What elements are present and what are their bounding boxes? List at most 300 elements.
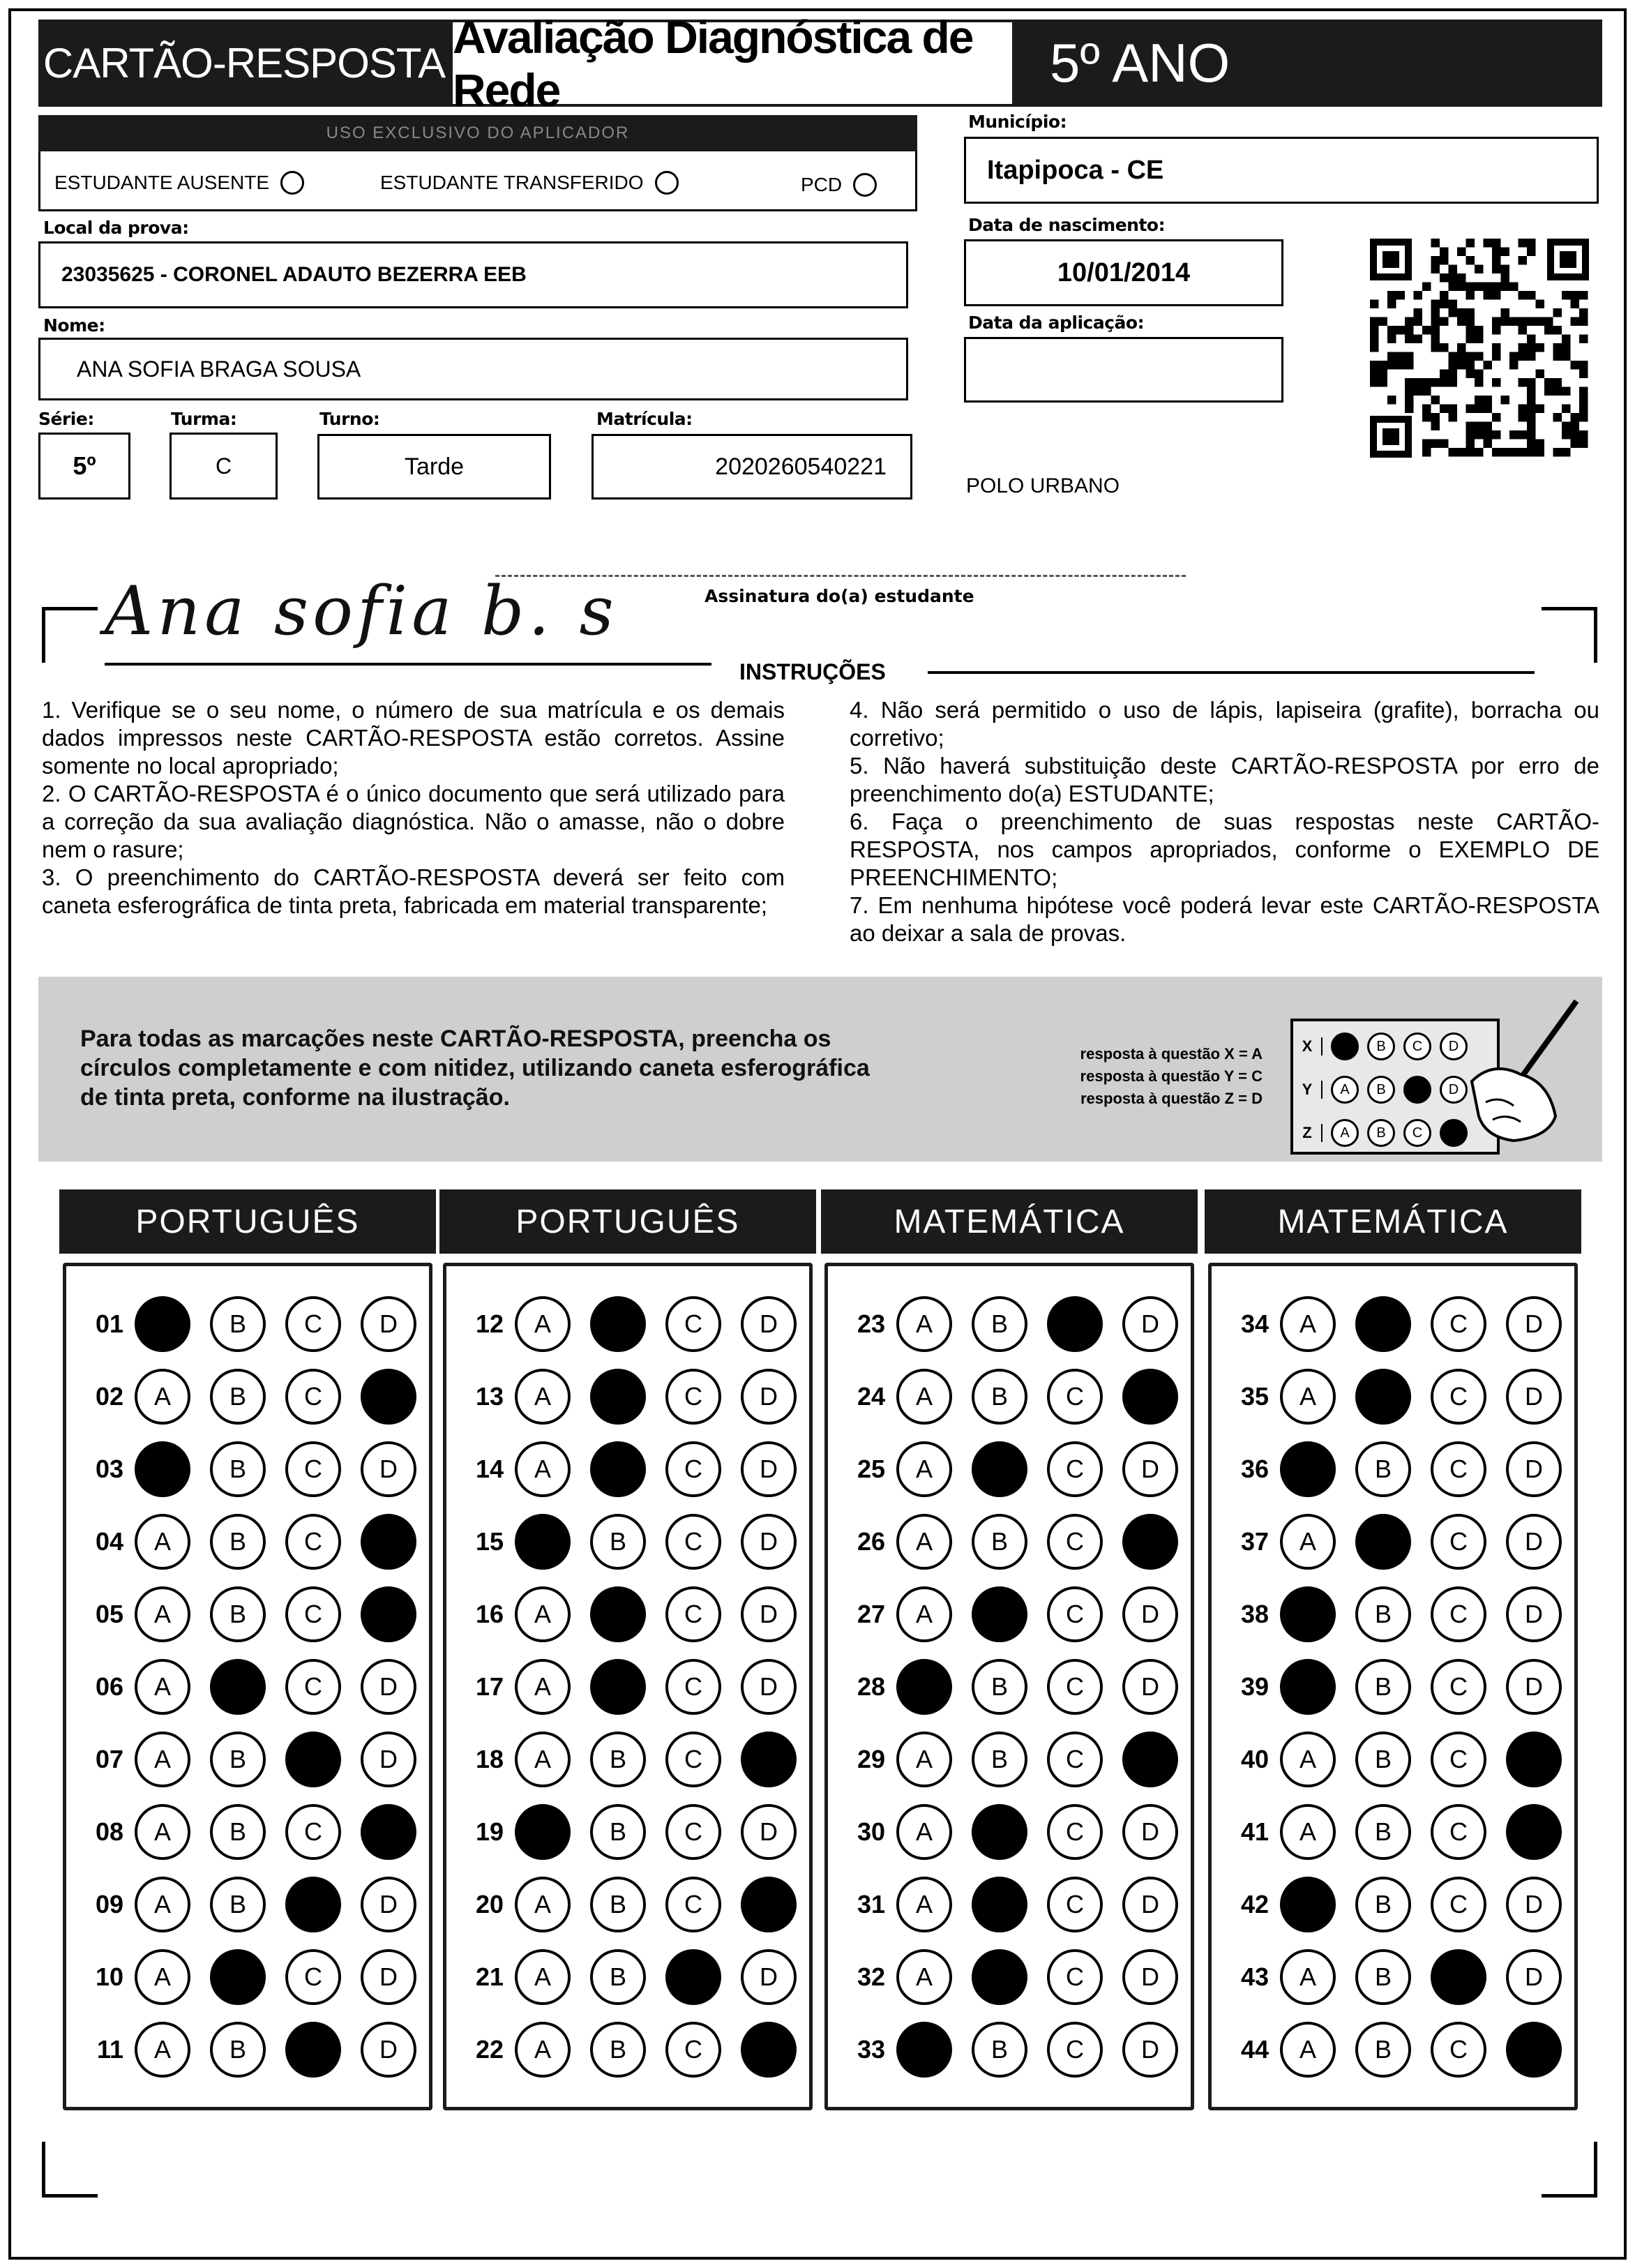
aplicacao-label: Data da aplicação: (968, 313, 1145, 333)
answer-bubble-a[interactable]: A (515, 1369, 571, 1425)
answer-bubble-c[interactable] (1047, 1296, 1103, 1352)
answer-bubble-d[interactable] (1122, 1369, 1178, 1425)
answer-bubble-c[interactable]: C (1047, 1949, 1103, 2005)
municipio-value: Itapipoca - CE (987, 155, 1164, 185)
answer-bubble-d[interactable]: D (741, 1441, 797, 1497)
question-number: 42 (1240, 1890, 1269, 1918)
answer-bubble-d[interactable]: D (361, 1296, 416, 1352)
answer-bubble-d[interactable] (1506, 1732, 1562, 1787)
answer-bubble-c[interactable]: C (285, 1586, 341, 1642)
answer-bubble-d[interactable]: D (741, 1296, 797, 1352)
answer-bubble-c[interactable]: C (1431, 1732, 1486, 1787)
question-number: 28 (857, 1672, 885, 1701)
answer-bubble-d[interactable]: D (741, 1514, 797, 1570)
answer-bubble-c[interactable]: C (1047, 1369, 1103, 1425)
nome-value: ANA SOFIA BRAGA SOUSA (77, 356, 361, 382)
answer-bubble-c[interactable]: C (1047, 1659, 1103, 1715)
signature-handwriting: Ana sofia b. s (105, 572, 618, 650)
question-row (72, 1801, 416, 1863)
answer-bubble-b[interactable] (972, 1804, 1027, 1860)
answer-bubble-b[interactable] (1355, 1296, 1411, 1352)
turno-field[interactable] (317, 434, 551, 500)
serie-value: 5º (73, 451, 96, 480)
answer-bubble-b[interactable]: B (590, 1514, 646, 1570)
answer-bubble-b[interactable]: B (210, 1369, 266, 1425)
answer-bubble-c[interactable]: C (1431, 1296, 1486, 1352)
answer-bubble-c[interactable]: C (665, 2022, 721, 2078)
answer-bubble-d[interactable] (1506, 1804, 1562, 1860)
answer-bubble-b[interactable]: B (590, 1732, 646, 1787)
answer-bubble-b[interactable]: B (1355, 1877, 1411, 1932)
answer-bubble-c[interactable]: C (1047, 1586, 1103, 1642)
polo-label: POLO URBANO (966, 474, 1120, 497)
answer-bubble-a[interactable] (1280, 1441, 1336, 1497)
answer-bubble-c[interactable]: C (665, 1296, 721, 1352)
answer-bubble-c[interactable] (665, 1949, 721, 2005)
answer-bubble-c[interactable]: C (285, 1659, 341, 1715)
answer-bubble-b[interactable]: B (972, 2022, 1027, 2078)
answer-bubble-a[interactable] (1280, 1586, 1336, 1642)
answer-bubble-a[interactable]: A (135, 1804, 190, 1860)
answer-bubble-b[interactable] (1355, 1514, 1411, 1570)
nome-field[interactable] (38, 338, 908, 400)
answer-bubble-d[interactable]: D (361, 1877, 416, 1932)
question-number: 30 (857, 1817, 885, 1846)
instructions-title: INSTRUÇÕES (739, 659, 886, 684)
answer-bubble-d[interactable]: D (1122, 2022, 1178, 2078)
question-number: 29 (857, 1745, 885, 1773)
nascimento-field[interactable] (964, 239, 1283, 306)
answer-bubble-c[interactable]: C (1047, 1441, 1103, 1497)
answer-bubble-a[interactable]: A (515, 1877, 571, 1932)
question-row (72, 1510, 416, 1573)
example-bubble: B (1367, 1076, 1395, 1104)
answer-bubble-c[interactable]: C (285, 1296, 341, 1352)
example-row (1293, 1070, 1468, 1109)
answer-bubble-b[interactable]: B (210, 1441, 266, 1497)
answer-bubble-c[interactable]: C (1431, 1514, 1486, 1570)
absent-radio[interactable] (280, 171, 304, 195)
answer-bubble-a[interactable]: A (515, 1441, 571, 1497)
answer-bubble-c[interactable]: C (1431, 1441, 1486, 1497)
subject-header: PORTUGUÊS (59, 1189, 436, 1254)
answer-bubble-c[interactable] (285, 1877, 341, 1932)
nascimento-value: 10/01/2014 (1057, 257, 1191, 287)
question-number: 13 (475, 1382, 504, 1411)
question-row (452, 2018, 797, 2081)
answer-bubble-a[interactable]: A (135, 1877, 190, 1932)
answer-bubble-d[interactable]: D (361, 2022, 416, 2078)
example-bubble: A (1331, 1076, 1359, 1104)
instruction-4: 4. Não será permitido o uso de lápis, lapiseira (grafite), borracha ou corretivo; (850, 697, 1599, 751)
question-number: 10 (95, 1962, 123, 1991)
question-number: 01 (95, 1309, 123, 1338)
question-number: 12 (475, 1309, 504, 1338)
instructions-left (42, 696, 785, 919)
answer-bubble-c[interactable]: C (1431, 2022, 1486, 2078)
answer-bubble-b[interactable]: B (1355, 1441, 1411, 1497)
answer-bubble-c[interactable]: C (665, 1441, 721, 1497)
answer-bubble-a[interactable] (515, 1514, 571, 1570)
answer-bubble-d[interactable] (1122, 1732, 1178, 1787)
grade-title: 5º ANO (1050, 32, 1230, 93)
answer-bubble-c[interactable]: C (1431, 1586, 1486, 1642)
question-row (834, 1365, 1178, 1428)
instruction-5: 5. Não haverá substituição deste CARTÃO-RESPOSTA por erro de preenchimento do(a) ESTUDANTE; (850, 753, 1599, 806)
answer-bubble-d[interactable]: D (1506, 1369, 1562, 1425)
answer-bubble-d[interactable]: D (1122, 1877, 1178, 1932)
answer-bubble-b[interactable] (210, 1949, 266, 2005)
answer-bubble-b[interactable]: B (972, 1659, 1027, 1715)
answer-bubble-c[interactable]: C (665, 1732, 721, 1787)
answer-bubble-c[interactable]: C (665, 1514, 721, 1570)
answer-bubble-a[interactable]: A (1280, 1369, 1336, 1425)
answer-bubble-a[interactable]: A (896, 1514, 952, 1570)
question-number: 11 (96, 2035, 123, 2064)
transferred-radio[interactable] (655, 171, 679, 195)
answer-grid (443, 1263, 813, 2110)
answer-bubble-d[interactable]: D (1506, 1441, 1562, 1497)
answer-bubble-d[interactable] (361, 1514, 416, 1570)
signature-label: Assinatura do(a) estudante (705, 586, 974, 606)
question-row (72, 1655, 416, 1718)
nascimento-label: Data de nascimento: (968, 215, 1166, 235)
answer-bubble-d[interactable]: D (741, 1949, 797, 2005)
fill-instructions-text: Para todas as marcações neste CARTÃO-RESPOSTA, preencha os círculos completamente e com nitidez, utilizando caneta esferográfica de tinta preta, conforme na ilustração. (80, 1026, 870, 1111)
answer-bubble-a[interactable]: A (1280, 1296, 1336, 1352)
question-number: 09 (95, 1890, 123, 1918)
answer-bubble-b[interactable] (590, 1659, 646, 1715)
answer-bubble-c[interactable]: C (285, 1514, 341, 1570)
corner-mark-bottom-right (1542, 2142, 1597, 2198)
answer-bubble-a[interactable] (135, 1296, 190, 1352)
absent-label: ESTUDANTE AUSENTE (54, 172, 270, 193)
question-row (72, 1583, 416, 1646)
answer-bubble-b[interactable] (972, 1877, 1027, 1932)
answer-bubble-d[interactable]: D (361, 1732, 416, 1787)
legend-x: resposta à questão X = A (1080, 1045, 1263, 1062)
question-number: 27 (857, 1600, 885, 1628)
answer-bubble-a[interactable]: A (135, 1586, 190, 1642)
answer-bubble-b[interactable] (972, 1586, 1027, 1642)
example-question: Y (1293, 1081, 1323, 1099)
answer-bubble-a[interactable] (896, 1659, 952, 1715)
question-row (72, 1438, 416, 1501)
question-row (1217, 1801, 1562, 1863)
answer-bubble-b[interactable]: B (1355, 2022, 1411, 2078)
question-row (72, 1728, 416, 1791)
answer-bubble-b[interactable] (590, 1296, 646, 1352)
matricula-label: Matrícula: (596, 409, 693, 429)
answer-bubble-c[interactable]: C (665, 1877, 721, 1932)
serie-field[interactable] (38, 433, 130, 500)
subject-header: MATEMÁTICA (821, 1189, 1198, 1254)
absent-option[interactable] (54, 169, 304, 197)
question-row (1217, 2018, 1562, 2081)
answer-bubble-a[interactable]: A (135, 2022, 190, 2078)
answer-bubble-a[interactable]: A (135, 1369, 190, 1425)
question-number: 41 (1240, 1817, 1269, 1846)
answer-bubble-b[interactable]: B (210, 2022, 266, 2078)
local-field[interactable] (38, 241, 908, 308)
answer-bubble-c[interactable]: C (665, 1369, 721, 1425)
answer-bubble-a[interactable]: A (135, 1514, 190, 1570)
answer-bubble-c[interactable]: C (1047, 1514, 1103, 1570)
question-row (452, 1510, 797, 1573)
question-row (834, 1946, 1178, 2008)
answer-bubble-d[interactable]: D (361, 1949, 416, 2005)
question-number: 24 (857, 1382, 885, 1411)
answer-bubble-d[interactable]: D (361, 1441, 416, 1497)
answer-bubble-d[interactable] (1506, 2022, 1562, 2078)
question-row (452, 1801, 797, 1863)
question-number: 26 (857, 1527, 885, 1556)
answer-bubble-b[interactable]: B (210, 1877, 266, 1932)
question-number: 07 (95, 1745, 123, 1773)
answer-bubble-d[interactable]: D (1122, 1296, 1178, 1352)
instruction-7: 7. Em nenhuma hipótese você poderá levar este CARTÃO-RESPOSTA ao deixar a sala de provas. (850, 892, 1599, 946)
answer-bubble-b[interactable]: B (590, 2022, 646, 2078)
card-title: CARTÃO-RESPOSTA (43, 40, 446, 87)
question-number: 14 (475, 1455, 504, 1483)
answer-bubble-a[interactable]: A (1280, 1949, 1336, 2005)
serie-label: Série: (38, 409, 94, 429)
question-number: 34 (1240, 1309, 1269, 1338)
answer-bubble-b[interactable]: B (1355, 1732, 1411, 1787)
question-row (72, 1946, 416, 2008)
answer-bubble-b[interactable] (590, 1586, 646, 1642)
answer-bubble-c[interactable]: C (1431, 1659, 1486, 1715)
answer-bubble-b[interactable]: B (590, 1804, 646, 1860)
pcd-radio[interactable] (853, 173, 877, 197)
example-bubble: B (1367, 1119, 1395, 1147)
question-number: 23 (857, 1309, 885, 1338)
answer-bubble-b[interactable] (972, 1949, 1027, 2005)
answer-bubble-d[interactable] (1122, 1514, 1178, 1570)
example-bubble: D (1440, 1032, 1468, 1060)
answer-bubble-b[interactable]: B (1355, 1804, 1411, 1860)
local-value: 23035625 - CORONEL ADAUTO BEZERRA EEB (61, 263, 527, 286)
question-number: 18 (475, 1745, 504, 1773)
question-number: 38 (1240, 1600, 1269, 1628)
pcd-option[interactable] (801, 171, 877, 199)
question-number: 32 (857, 1962, 885, 1991)
answer-bubble-a[interactable]: A (515, 2022, 571, 2078)
answer-bubble-a[interactable]: A (515, 1296, 571, 1352)
question-number: 39 (1240, 1672, 1269, 1701)
answer-bubble-c[interactable]: C (1047, 1804, 1103, 1860)
answer-bubble-b[interactable]: B (210, 1296, 266, 1352)
question-number: 21 (475, 1962, 504, 1991)
question-number: 25 (857, 1455, 885, 1483)
answer-bubble-b[interactable]: B (1355, 1659, 1411, 1715)
answer-bubble-a[interactable]: A (515, 1732, 571, 1787)
answer-bubble-d[interactable]: D (1122, 1804, 1178, 1860)
answer-bubble-c[interactable]: C (665, 1659, 721, 1715)
question-number: 08 (95, 1817, 123, 1846)
answer-bubble-c[interactable]: C (285, 1804, 341, 1860)
answer-bubble-d[interactable]: D (1122, 1441, 1178, 1497)
question-number: 16 (475, 1600, 504, 1628)
question-number: 40 (1240, 1745, 1269, 1773)
answer-bubble-a[interactable]: A (896, 1732, 952, 1787)
answer-bubble-d[interactable]: D (741, 1586, 797, 1642)
answer-bubble-d[interactable]: D (1122, 1949, 1178, 2005)
answer-bubble-c[interactable]: C (285, 1441, 341, 1497)
example-question: X (1293, 1037, 1323, 1056)
answer-bubble-d[interactable]: D (1506, 1296, 1562, 1352)
answer-bubble-c[interactable]: C (1047, 2022, 1103, 2078)
answer-bubble-b[interactable]: B (972, 1296, 1027, 1352)
answer-bubble-b[interactable]: B (210, 1732, 266, 1787)
answer-bubble-a[interactable]: A (1280, 1804, 1336, 1860)
question-row (834, 2018, 1178, 2081)
answer-bubble-c[interactable]: C (285, 1949, 341, 2005)
nome-label: Nome: (43, 315, 105, 336)
question-row (452, 1365, 797, 1428)
answer-bubble-d[interactable]: D (1122, 1586, 1178, 1642)
answer-bubble-d[interactable]: D (1506, 1586, 1562, 1642)
answer-bubble-d[interactable]: D (1122, 1659, 1178, 1715)
question-number: 43 (1240, 1962, 1269, 1991)
answer-bubble-d[interactable] (361, 1369, 416, 1425)
example-bubble: C (1403, 1119, 1431, 1147)
matricula-field[interactable] (592, 434, 912, 500)
answer-bubble-a[interactable]: A (135, 1732, 190, 1787)
answer-bubble-c[interactable]: C (665, 1586, 721, 1642)
pen-hand-icon (1444, 998, 1583, 1144)
example-bubble: A (1331, 1119, 1359, 1147)
transferred-label: ESTUDANTE TRANSFERIDO (380, 172, 644, 193)
answer-bubble-a[interactable]: A (896, 1296, 952, 1352)
corner-mark-bottom-left (42, 2142, 98, 2198)
answer-bubble-c[interactable] (1431, 1949, 1486, 2005)
answer-bubble-c[interactable] (285, 2022, 341, 2078)
example-question: Z (1293, 1124, 1323, 1142)
answer-bubble-b[interactable]: B (210, 1804, 266, 1860)
answer-bubble-c[interactable]: C (1431, 1877, 1486, 1932)
answer-bubble-b[interactable]: B (210, 1586, 266, 1642)
question-row (452, 1583, 797, 1646)
answer-bubble-a[interactable]: A (896, 1877, 952, 1932)
answer-bubble-a[interactable]: A (1280, 1732, 1336, 1787)
answer-bubble-a[interactable] (515, 1804, 571, 1860)
exam-title: Avaliação Diagnóstica de Rede (450, 20, 1015, 107)
answer-bubble-a[interactable]: A (896, 1586, 952, 1642)
question-number: 31 (857, 1890, 885, 1918)
question-row (834, 1438, 1178, 1501)
question-row (834, 1510, 1178, 1573)
answer-bubble-d[interactable]: D (361, 1659, 416, 1715)
answer-bubble-b[interactable] (590, 1441, 646, 1497)
answer-bubble-a[interactable] (1280, 1877, 1336, 1932)
example-row (1293, 1113, 1468, 1152)
answer-bubble-c[interactable]: C (1047, 1732, 1103, 1787)
answer-bubble-c[interactable]: C (1431, 1804, 1486, 1860)
transferred-option[interactable] (380, 169, 679, 197)
instruction-3: 3. O preenchimento do CARTÃO-RESPOSTA deverá ser feito com caneta esferográfica de tinta preta, fabricada em material transparente; (42, 864, 785, 918)
answer-bubble-b[interactable]: B (590, 1877, 646, 1932)
municipio-field[interactable] (964, 137, 1599, 204)
question-row (834, 1728, 1178, 1791)
applicator-band: USO EXCLUSIVO DO APLICADOR (38, 115, 917, 151)
answer-bubble-d[interactable]: D (741, 1369, 797, 1425)
answer-bubble-c[interactable]: C (665, 1804, 721, 1860)
instructions-rule (928, 671, 1535, 674)
question-row (1217, 1293, 1562, 1355)
answer-bubble-d[interactable]: D (1506, 1514, 1562, 1570)
legend-y: resposta à questão Y = C (1080, 1067, 1263, 1085)
answer-bubble-a[interactable] (1280, 1659, 1336, 1715)
answer-bubble-b[interactable]: B (590, 1949, 646, 2005)
answer-bubble-d[interactable] (741, 2022, 797, 2078)
question-row (834, 1801, 1178, 1863)
matricula-value: 2020260540221 (715, 453, 887, 480)
answer-bubble-b[interactable] (590, 1369, 646, 1425)
answer-bubble-a[interactable]: A (515, 1949, 571, 2005)
answer-bubble-a[interactable]: A (515, 1659, 571, 1715)
pcd-label: PCD (801, 174, 843, 195)
answer-bubble-d[interactable]: D (741, 1804, 797, 1860)
answer-bubble-b[interactable] (1355, 1369, 1411, 1425)
answer-bubble-d[interactable]: D (1506, 1949, 1562, 2005)
answer-bubble-a[interactable]: A (896, 1804, 952, 1860)
question-row (1217, 1438, 1562, 1501)
example-bubble (1331, 1032, 1359, 1060)
answer-bubble-b[interactable]: B (972, 1514, 1027, 1570)
answer-bubble-d[interactable] (361, 1804, 416, 1860)
answer-bubble-b[interactable]: B (210, 1514, 266, 1570)
aplicacao-field[interactable] (964, 337, 1283, 403)
answer-bubble-a[interactable] (896, 2022, 952, 2078)
answer-bubble-a[interactable]: A (135, 1659, 190, 1715)
question-row (1217, 1510, 1562, 1573)
answer-bubble-d[interactable]: D (741, 1659, 797, 1715)
answer-bubble-b[interactable] (210, 1659, 266, 1715)
answer-bubble-b[interactable]: B (972, 1732, 1027, 1787)
answer-bubble-a[interactable]: A (896, 1441, 952, 1497)
answer-bubble-d[interactable] (741, 1877, 797, 1932)
corner-mark-top-right (1542, 607, 1597, 663)
answer-bubble-b[interactable]: B (972, 1369, 1027, 1425)
example-bubble (1403, 1076, 1431, 1104)
answer-bubble-a[interactable]: A (515, 1586, 571, 1642)
answer-bubble-c[interactable]: C (1431, 1369, 1486, 1425)
answer-bubble-c[interactable] (285, 1732, 341, 1787)
answer-grid (1208, 1263, 1578, 2110)
answer-bubble-a[interactable]: A (135, 1949, 190, 2005)
answer-bubble-a[interactable]: A (896, 1949, 952, 2005)
example-row (1293, 1027, 1468, 1066)
answer-bubble-a[interactable]: A (1280, 2022, 1336, 2078)
answer-bubble-a[interactable]: A (896, 1369, 952, 1425)
turma-field[interactable] (169, 433, 278, 500)
answer-bubble-b[interactable] (972, 1441, 1027, 1497)
answer-bubble-a[interactable]: A (1280, 1514, 1336, 1570)
question-row (452, 1728, 797, 1791)
answer-bubble-d[interactable]: D (1506, 1877, 1562, 1932)
answer-bubble-d[interactable]: D (1506, 1659, 1562, 1715)
question-row (452, 1438, 797, 1501)
answer-bubble-c[interactable]: C (1047, 1877, 1103, 1932)
turno-label: Turno: (319, 409, 380, 429)
answer-bubble-d[interactable] (361, 1586, 416, 1642)
answer-bubble-d[interactable] (741, 1732, 797, 1787)
answer-bubble-c[interactable]: C (285, 1369, 341, 1425)
answer-bubble-a[interactable] (135, 1441, 190, 1497)
answer-bubble-b[interactable]: B (1355, 1586, 1411, 1642)
answer-bubble-b[interactable]: B (1355, 1949, 1411, 2005)
